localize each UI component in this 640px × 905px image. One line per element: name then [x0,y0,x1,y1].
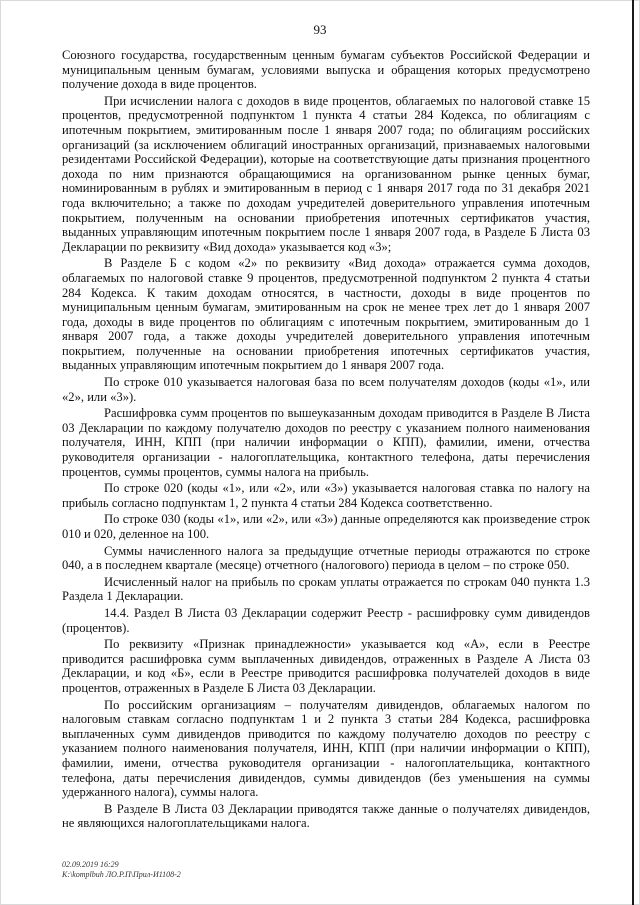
print-footer [62,860,181,879]
paragraph-non-taxpayers: В Разделе В Листа 03 Декларации приводятся также данные о получателях дивидендов, не являющихся налогоплательщиками налога. [62,801,590,831]
paragraph-rate-9: В Разделе Б с кодом «2» по реквизиту «Вид дохода» отражается сумма доходов, облагаемых по налоговой ставке 9 процентов, предусмотренной подпунктом 2 пункта 4 статьи 284 Кодекса. К таким доходам относятся, в частности, доходы в виде процентов по муниципальным ценным бумагам, эмитированным на срок не менее трех лет до 1 января 2007 года, доходы в виде процентов по облигациям с ипотечным покрытием, эмитированным до 1 января 2007 года, а также доходы учредителей доверительного управления ипотечным покрытием, полученные на основании приобретения ипотечных сертификатов участия, выданных управляющим ипотечным покрытием до 1 января 2007 года. [62,256,590,373]
paragraph-section-14-4: 14.4. Раздел В Листа 03 Декларации содержит Реестр - расшифровку сумм дивидендов (процентов). [62,605,590,635]
document-body [62,48,590,833]
paragraph-ownership-code: По реквизиту «Признак принадлежности» указывается код «А», если в Реестре приводится расшифровка сумм выплаченных дивидендов, отраженных в Разделе А Листа 03 Декларации, и код «Б», если в Реестре приводится расшифровка получателей доходов в виде процентов, отраженных в Разделе Б Листа 03 Декларации. [62,637,590,695]
scan-edge [632,0,634,905]
paragraph-line-040-050: Суммы начисленного налога за предыдущие отчетные периоды отражаются по строке 040, а в последнем квартале (месяце) отчетного (налогового) периода в целом – по строке 050. [62,543,590,573]
paragraph-line-030: По строке 030 (коды «1», или «2», или «3») данные определяются как произведение строк 010 и 020, деленное на 100. [62,512,590,541]
page-number: 93 [313,22,327,37]
footer-file-path: К:\komplbuh ЛО.Р.П\Прил-И1108-2 [62,869,181,879]
footer-timestamp: 02.09.2019 16:29 [62,860,119,869]
paragraph-line-010: По строке 010 указывается налоговая база по всем получателям доходов (коды «1», или «2», или «3»). [62,375,590,404]
paragraph-breakdown-interest: Расшифровка сумм процентов по вышеуказанным доходам приводится в Разделе В Листа 03 Декларации по каждому получателю доходов по реестру с указанием полного наименования получателя, ИНН, КПП (при наличии информации о КПП), фамилии, имени, отчества руководителя организации - налогоплательщика, контактного телефона, даты перечисления процентов, суммы процентов, суммы налога на прибыль. [62,406,590,479]
paragraph-russian-orgs: По российским организациям – получателям дивидендов, облагаемых налогом по налоговым ставкам согласно подпунктам 1 и 2 пункта 3 статьи 284 Кодекса, расшифровка выплаченных сумм дивидендов приводится по каждому получателю доходов по реестру с указанием полного наименования получателя, ИНН, КПП (при наличии информации о КПП), фамилии, имени, отчества руководителя организации - налогоплательщика, контактного телефона, даты перечисления дивидендов, суммы дивидендов (без уменьшения на суммы удержанного налога), суммы налога. [62,697,590,800]
paragraph-continuation: Союзного государства, государственным ценным бумагам субъектов Российской Федерации и муниципальным ценным бумагам, условиями выпуска и обращения которых предусмотрено получение дохода в виде процентов. [62,48,590,92]
paragraph-payment-terms: Исчисленный налог на прибыль по срокам уплаты отражается по строкам 040 пункта 1.3 Раздела 1 Декларации. [62,574,590,604]
paragraph-line-020: По строке 020 (коды «1», или «2», или «3») указывается налоговая ставка по налогу на прибыль согласно подпунктам 1, 2 пункта 4 статьи 284 Кодекса соответственно. [62,481,590,510]
paragraph-rate-15: При исчислении налога с доходов в виде процентов, облагаемых по налоговой ставке 15 процентов, предусмотренной подпунктом 1 пункта 4 статьи 284 Кодекса, по облигациям с ипотечным покрытием, эмитированным после 1 января 2007 года; по облигациям российских организаций (за исключением облигаций иностранных организаций, признаваемых налоговыми резидентами Российской Федерации), которые на соответствующие даты признания процентного дохода по ним признаются обращающимися на организованном рынке ценных бумаг, номинированным в рублях и эмитированным в период с 1 января 2017 года по 31 декабря 2021 года включительно; а также по доходам учредителей доверительного управления ипотечным покрытием, полученным на основании приобретения ипотечных сертификатов участия, выданных управляющим ипотечным покрытием после 1 января 2007 года, в Разделе Б Листа 03 Декларации по реквизиту «Вид дохода» указывается код «3»; [62,93,590,254]
